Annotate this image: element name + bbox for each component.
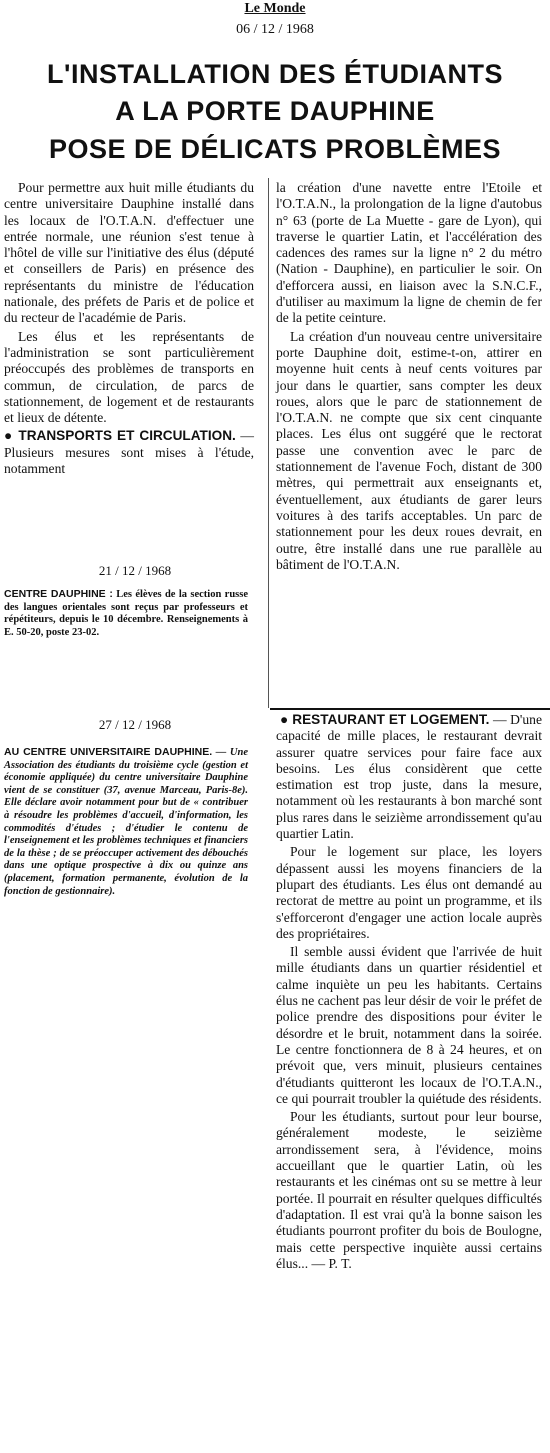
paragraph: Les élus et les représentants de l'administration se sont particulièrement préoccupés des problèmes de transports en commun, de circulation, de parcs de stationnement, de logement et de restaurants et lieux de détente.	[4, 328, 254, 426]
brief-date: 21 / 12 / 1968	[98, 563, 172, 578]
paragraph-text: — D'une capacité de mille places, le restaurant devrait assurer quatre services pour faire face aux besoins. Les élus considèrent que cette estimation est trop juste, dans la mesure, notamment où les restaurants à bon marché sont plus rares dans le seizième arrondissement qu'au quartier Latin.	[276, 712, 542, 842]
brief-text: — Une Association des étudiants du troisième cycle (gestion et économie appliquée) du centre universitaire Dauphine vient de se constituer (37, avenue Marceau, Paris-8e). Elle déclare avoir notamment pour but de « contribuer à résoudre les problèmes d'accueil, d'information, les commodités d'études ; d'étudier le contenu de l'enseignement et les problèmes techniques et financiers de la thèse ; de se préoccuper activement des débouchés dans une optique prospective à dix ou quinze ans (placement, formation permanente, évolution de la fonction de gestionnaire).	[4, 747, 248, 897]
headline-line-3: POSE DE DÉLICATS PROBLÈMES	[48, 134, 502, 164]
brief-title: CENTRE DAUPHINE :	[4, 588, 113, 600]
paragraph	[276, 712, 542, 842]
article-left-column	[4, 180, 254, 477]
newspaper-name: Le Monde	[244, 1, 306, 16]
paragraph: Pour le logement sur place, les loyers dépassent aussi les moyens financiers de la plupart des étudiants. Les élus ont demandé au rectorat de mettre au point un programme, et ils s'efforceront d'engager une action locale auprès des propriétaires.	[276, 844, 542, 941]
brief-date: 27 / 12 / 1968	[98, 717, 172, 732]
brief-body	[4, 746, 248, 898]
paragraph	[4, 428, 254, 477]
column-divider	[268, 178, 269, 708]
paragraph: Pour permettre aux huit mille étudiants du centre universitaire Dauphine installé dans les locaux de l'O.T.A.N. d'effectuer une entrée normale, une réunion s'est tenue à l'hôtel de ville sur l'initiative des élus (député et conseillers de Paris) en présence des représentants du ministre de l'éducation nationale, des préfets de Paris et de police et du recteur de l'académie de Paris.	[4, 180, 254, 326]
paragraph-text: — Plusieurs mesures sont mises à l'étude, notamment	[4, 428, 254, 477]
brief-text: Les élèves de la section russe des langues orientales sont reçus par professeurs et répétiteurs, depuis le 10 décembre. Renseignements à E. 50-20, poste 23-02.	[4, 589, 248, 638]
brief-body	[4, 588, 248, 639]
headline-line-2: A LA PORTE DAUPHINE	[115, 96, 435, 126]
paragraph: Pour les étudiants, surtout pour leur bourse, généralement modeste, le seizième arrondissement sera, à l'évidence, moins accueillant que le quartier Latin, où les restaurants et les cinémas ont su se mettre à leur portée. Il pourrait en résulter quelques difficultés d'adaptation. Il est vrai qu'à la bonne saison les étudiants pourront profiter du bois de Boulogne, mais cette perspective inquiète aussi certains élus... — P. T.	[276, 1109, 542, 1271]
paragraph: la création d'une navette entre l'Etoile et l'O.T.A.N., la prolongation de la ligne d'autobus n° 63 (porte de La Muette - gare de Lyon), qui traverse le quartier Latin, et l'accélération des cadences des rames sur la ligne n° 2 du métro (Nation - Dauphine), en particulier le soir. On d'efforcera aussi, en liaison avec la S.N.C.F., d'utiliser au maximum la ligne de chemin de fer de la petite ceinture.	[276, 180, 542, 326]
news-brief	[4, 746, 248, 898]
article-right-column-lower	[276, 712, 542, 1272]
headline-line-1: L'INSTALLATION DES ÉTUDIANTS	[47, 59, 503, 89]
article-date: 06 / 12 / 1968	[236, 22, 314, 37]
brief-title: AU CENTRE UNIVERSITAIRE DAUPHINE.	[4, 746, 213, 758]
news-brief	[4, 588, 248, 639]
section-heading: ● TRANSPORTS ET CIRCULATION.	[4, 428, 236, 444]
paragraph: La création d'un nouveau centre universitaire porte Dauphine doit, estime-t-on, attirer en moyenne huit cents à neuf cents voitures par jour dans le quartier, sans compter les deux roues, alors que le parc de stationnement de l'O.T.A.N. ne compte que six cent cinquante places. Les élus ont suggéré que le rectorat passe une convention avec le parc de stationnement de l'avenue Foch, distant de 300 mètres, qui permettrait aux enseignants et, éventuellement, aux étudiants de garer leurs voitures à des tarifs acceptables. Un parc de stationnement pour les deux roues devrait, en outre, être installé dans une rue parallèle au bâtiment de l'O.T.A.N.	[276, 328, 542, 572]
section-rule	[270, 708, 550, 710]
paragraph: Il semble aussi évident que l'arrivée de huit mille étudiants dans un quartier résidentiel et calme inquiète un peu les habitants. Certains élus ne cachent pas leur désir de voir le préfet de police prendre des dispositions pour éviter le désordre et le bruit, notamment dans la soirée. Le centre fonctionnera de 8 à 24 heures, et on prévoit que, vers minuit, plusieurs centaines d'étudiants quitteront les locaux de l'O.T.A.N., ce qui pourrait troubler la quiétude des résidents.	[276, 944, 542, 1106]
section-heading: ● RESTAURANT ET LOGEMENT.	[280, 712, 490, 727]
article-right-column	[276, 180, 542, 573]
